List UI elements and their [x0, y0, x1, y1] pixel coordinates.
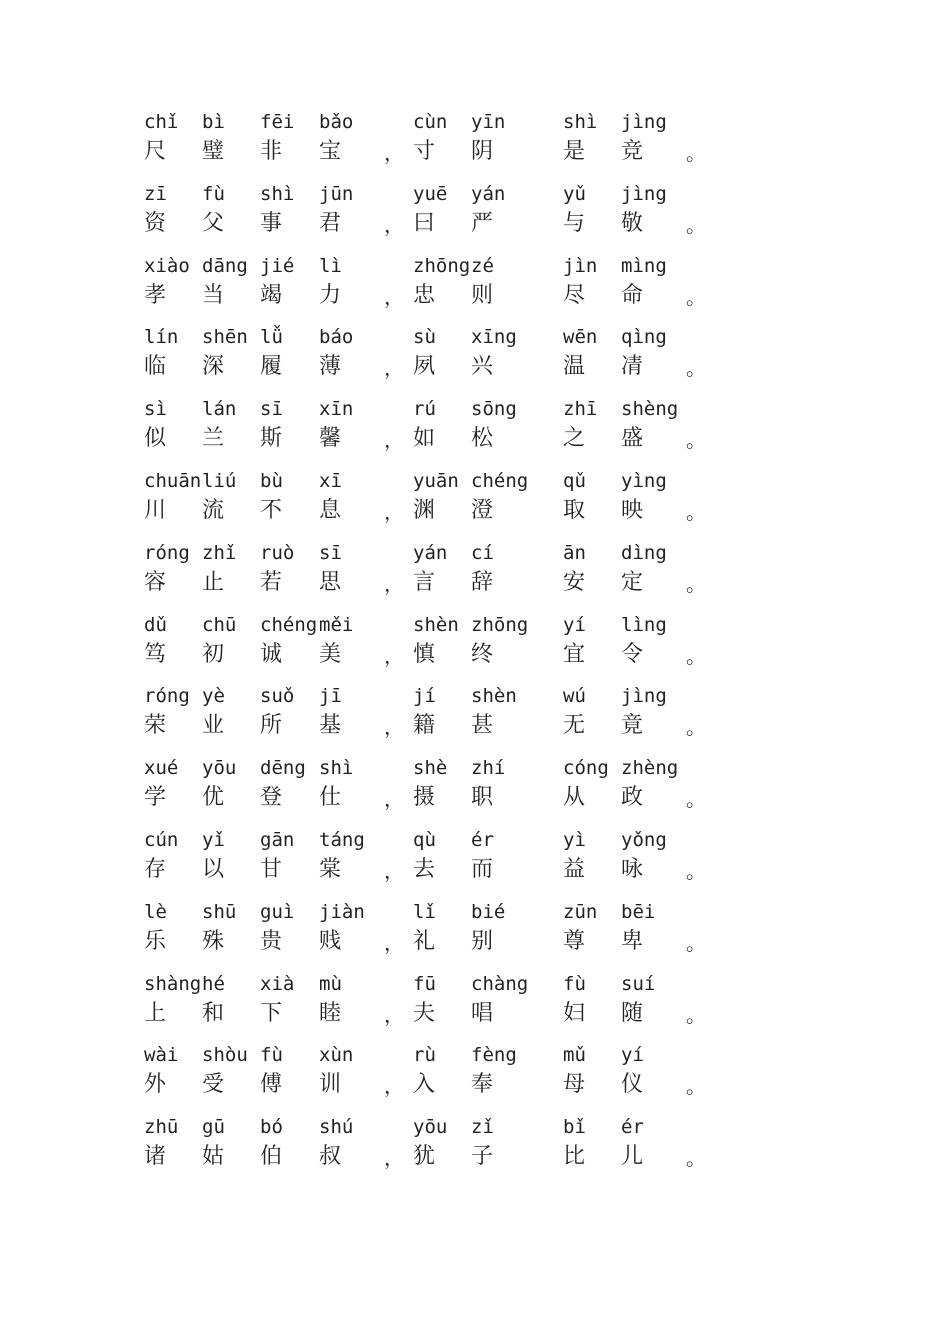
- hanzi-character: 儿: [621, 1144, 644, 1170]
- pinyin-syllable: zūn: [563, 900, 598, 923]
- pinyin-syllable: táng: [319, 829, 365, 851]
- hanzi-character: 卑: [621, 928, 644, 954]
- hanzi-character: 取: [563, 498, 586, 523]
- pinyin-syllable: dìng: [621, 541, 667, 564]
- hanzi-character: 与: [563, 210, 586, 236]
- period-mark: 。: [686, 930, 706, 955]
- pinyin-syllable: dāng: [202, 254, 248, 277]
- pinyin-syllable: zhōng: [471, 613, 529, 636]
- verse-line: [0, 613, 950, 688]
- hanzi-character: 夫: [413, 1000, 436, 1026]
- pinyin-syllable: xiào: [144, 254, 190, 277]
- pinyin-syllable: ān: [563, 541, 586, 564]
- pinyin-syllable: qù: [413, 829, 436, 851]
- comma-mark: ，: [384, 859, 404, 883]
- hanzi-character: 则: [471, 282, 494, 308]
- hanzi-character: 之: [563, 426, 586, 452]
- verse-line: [0, 328, 950, 400]
- hanzi-character: 资: [144, 210, 167, 236]
- hanzi-character: 终: [471, 641, 494, 667]
- pinyin-syllable: jìng: [621, 182, 667, 205]
- comma-mark: ，: [384, 141, 404, 165]
- hanzi-character: 严: [471, 210, 494, 236]
- hanzi-character: 基: [319, 713, 342, 739]
- pinyin-syllable: yīn: [471, 111, 506, 133]
- pinyin-syllable: shèn: [471, 685, 517, 708]
- hanzi-character: 令: [621, 641, 644, 667]
- hanzi-character: 叔: [319, 1144, 342, 1170]
- hanzi-character: 仕: [319, 785, 342, 811]
- hanzi-character: 受: [202, 1072, 225, 1098]
- hanzi-character: 映: [621, 498, 644, 523]
- comma-mark: ，: [384, 212, 404, 237]
- pinyin-syllable: cún: [144, 829, 179, 851]
- hanzi-character: 止: [202, 569, 225, 595]
- hanzi-character: 贱: [319, 928, 342, 954]
- pinyin-syllable: jìng: [621, 111, 667, 133]
- hanzi-character: 以: [202, 857, 225, 882]
- pinyin-syllable: chàng: [471, 972, 529, 995]
- hanzi-character: 松: [471, 426, 494, 452]
- pinyin-syllable: zhī: [563, 398, 598, 421]
- hanzi-character: 下: [260, 1000, 283, 1026]
- hanzi-character: 渊: [413, 498, 436, 523]
- hanzi-character: 诸: [144, 1144, 167, 1170]
- hanzi-character: 竟: [621, 713, 644, 739]
- pinyin-syllable: shèn: [413, 613, 459, 636]
- pinyin-syllable: yán: [413, 541, 448, 564]
- pinyin-syllable: bó: [260, 1116, 283, 1139]
- hanzi-character: 若: [260, 569, 283, 595]
- pinyin-syllable: sù: [413, 326, 436, 349]
- period-mark: 。: [686, 643, 706, 668]
- hanzi-character: 尽: [563, 282, 586, 308]
- pinyin-syllable: guì: [260, 900, 295, 923]
- hanzi-character: 优: [202, 785, 225, 811]
- hanzi-character: 澄: [471, 498, 494, 523]
- comma-mark: ，: [384, 1074, 404, 1099]
- pinyin-syllable: lè: [144, 900, 167, 923]
- pinyin-syllable: jūn: [319, 182, 354, 205]
- pinyin-syllable: chéng: [260, 613, 318, 636]
- pinyin-syllable: yí: [563, 613, 586, 636]
- hanzi-character: 定: [621, 569, 644, 595]
- pinyin-syllable: lǐ: [413, 900, 436, 923]
- pinyin-syllable: cóng: [563, 757, 609, 780]
- pinyin-syllable: ér: [471, 829, 494, 851]
- comma-mark: ，: [384, 1146, 404, 1171]
- pinyin-syllable: xià: [260, 972, 295, 995]
- pinyin-syllable: bié: [471, 900, 506, 923]
- hanzi-character: 似: [144, 426, 167, 452]
- hanzi-character: 乐: [144, 928, 167, 954]
- pinyin-syllable: xī: [319, 470, 342, 492]
- pinyin-syllable: sōng: [471, 398, 517, 421]
- comma-mark: ，: [384, 284, 404, 309]
- pinyin-syllable: hé: [202, 972, 225, 995]
- verse-line: [0, 1118, 950, 1190]
- pinyin-syllable: gū: [202, 1116, 225, 1139]
- period-mark: 。: [686, 571, 706, 596]
- hanzi-character: 深: [202, 354, 225, 380]
- hanzi-character: 如: [413, 426, 436, 452]
- hanzi-character: 甘: [260, 857, 283, 882]
- comma-mark: ，: [384, 930, 404, 955]
- hanzi-character: 宜: [563, 641, 586, 667]
- pinyin-syllable: jiàn: [319, 900, 365, 923]
- pinyin-syllable: bǐ: [563, 1116, 586, 1139]
- pinyin-syllable: shēn: [202, 326, 248, 349]
- pinyin-syllable: zhèng: [621, 757, 679, 780]
- verse-line: [0, 831, 950, 903]
- period-mark: 。: [686, 1002, 706, 1027]
- pinyin-syllable: ér: [621, 1116, 644, 1139]
- pinyin-syllable: gān: [260, 829, 295, 851]
- pinyin-syllable: báo: [319, 326, 354, 349]
- period-mark: 。: [686, 500, 706, 524]
- verse-line: [0, 1046, 950, 1118]
- hanzi-character: 业: [202, 713, 225, 739]
- comma-mark: ，: [384, 428, 404, 453]
- period-mark: 。: [686, 1074, 706, 1099]
- hanzi-character: 所: [260, 713, 283, 739]
- hanzi-character: 温: [563, 354, 586, 380]
- pinyin-syllable: bēi: [621, 900, 656, 923]
- pinyin-syllable: wú: [563, 685, 586, 708]
- pinyin-syllable: shì: [563, 111, 598, 133]
- pinyin-syllable: yìng: [621, 470, 667, 492]
- hanzi-character: 盛: [621, 426, 644, 452]
- pinyin-syllable: wài: [144, 1044, 179, 1067]
- pinyin-syllable: xué: [144, 757, 179, 780]
- hanzi-character: 甚: [471, 713, 494, 739]
- hanzi-character: 薄: [319, 354, 342, 380]
- period-mark: 。: [686, 212, 706, 237]
- hanzi-character: 馨: [319, 426, 342, 452]
- pinyin-syllable: bù: [260, 470, 283, 492]
- hanzi-character: 犹: [413, 1144, 436, 1170]
- hanzi-character: 仪: [621, 1072, 644, 1098]
- period-mark: 。: [686, 428, 706, 453]
- comma-mark: ，: [384, 643, 404, 668]
- hanzi-character: 去: [413, 857, 436, 882]
- hanzi-character: 母: [563, 1072, 586, 1098]
- pinyin-syllable: róng: [144, 541, 190, 564]
- hanzi-character: 子: [471, 1144, 494, 1170]
- pinyin-syllable: zhǐ: [202, 541, 237, 564]
- pinyin-syllable: jī: [319, 685, 342, 708]
- pinyin-syllable: shàng: [144, 972, 202, 995]
- pinyin-syllable: sī: [260, 398, 283, 421]
- pinyin-syllable: yuān: [413, 470, 459, 492]
- pinyin-syllable: chuān: [144, 470, 202, 492]
- hanzi-character: 临: [144, 354, 167, 380]
- hanzi-character: 贵: [260, 928, 283, 954]
- pinyin-syllable: yǐ: [202, 829, 225, 851]
- comma-mark: ，: [384, 571, 404, 596]
- pinyin-syllable: dēng: [260, 757, 306, 780]
- pinyin-syllable: lì: [319, 254, 342, 277]
- pinyin-syllable: yì: [563, 829, 586, 851]
- hanzi-character: 伯: [260, 1144, 283, 1170]
- pinyin-syllable: xīng: [471, 326, 517, 349]
- verse-line: [0, 900, 950, 975]
- hanzi-character: 诚: [260, 641, 283, 667]
- hanzi-character: 辞: [471, 569, 494, 595]
- hanzi-character: 学: [144, 785, 167, 811]
- hanzi-character: 阴: [471, 139, 494, 164]
- verse-line: [0, 400, 950, 472]
- pinyin-syllable: yuē: [413, 182, 448, 205]
- pinyin-syllable: fū: [413, 972, 436, 995]
- hanzi-character: 事: [260, 210, 283, 236]
- verse-line: [0, 972, 950, 1047]
- pinyin-syllable: yōu: [413, 1116, 448, 1139]
- comma-mark: ，: [384, 1002, 404, 1027]
- hanzi-character: 容: [144, 569, 167, 595]
- verse-line: [0, 182, 950, 257]
- period-mark: 。: [686, 356, 706, 381]
- hanzi-character: 比: [563, 1144, 586, 1170]
- hanzi-character: 姑: [202, 1144, 225, 1170]
- pinyin-syllable: chéng: [471, 470, 529, 492]
- hanzi-character: 外: [144, 1072, 167, 1098]
- pinyin-syllable: jí: [413, 685, 436, 708]
- pinyin-syllable: mìng: [621, 254, 667, 277]
- hanzi-character: 曰: [413, 210, 436, 236]
- pinyin-syllable: fù: [202, 182, 225, 205]
- pinyin-syllable: cí: [471, 541, 494, 564]
- hanzi-character: 训: [319, 1072, 342, 1098]
- hanzi-character: 寸: [413, 139, 436, 164]
- hanzi-character: 夙: [413, 354, 436, 380]
- pinyin-syllable: ruò: [260, 541, 295, 564]
- verse-line: [0, 472, 950, 544]
- pinyin-syllable: lìng: [621, 613, 667, 636]
- hanzi-character: 存: [144, 857, 167, 882]
- pinyin-syllable: zī: [144, 182, 167, 205]
- hanzi-character: 不: [260, 498, 283, 523]
- verse-line: [0, 113, 950, 185]
- hanzi-character: 慎: [413, 641, 436, 667]
- pinyin-syllable: mǔ: [563, 1044, 586, 1067]
- pinyin-syllable: fù: [563, 972, 586, 995]
- pinyin-syllable: suí: [621, 972, 656, 995]
- pinyin-syllable: yōu: [202, 757, 237, 780]
- pinyin-syllable: suǒ: [260, 685, 295, 708]
- hanzi-character: 睦: [319, 1000, 342, 1026]
- hanzi-character: 随: [621, 1000, 644, 1026]
- pinyin-syllable: lán: [202, 398, 237, 421]
- hanzi-character: 摄: [413, 785, 436, 811]
- pinyin-syllable: bǎo: [319, 111, 354, 133]
- pinyin-syllable: liú: [202, 470, 237, 492]
- hanzi-character: 初: [202, 641, 225, 667]
- hanzi-character: 籍: [413, 713, 436, 739]
- pinyin-syllable: chū: [202, 613, 237, 636]
- hanzi-character: 傅: [260, 1072, 283, 1098]
- hanzi-character: 命: [621, 282, 644, 308]
- hanzi-character: 荣: [144, 713, 167, 739]
- pinyin-syllable: zhū: [144, 1116, 179, 1139]
- pinyin-syllable: sì: [144, 398, 167, 421]
- period-mark: 。: [686, 859, 706, 883]
- hanzi-character: 川: [144, 498, 167, 523]
- hanzi-character: 无: [563, 713, 586, 739]
- hanzi-character: 咏: [621, 857, 644, 882]
- verse-line: [0, 541, 950, 616]
- hanzi-character: 礼: [413, 928, 436, 954]
- hanzi-character: 宝: [319, 139, 342, 164]
- pinyin-syllable: dǔ: [144, 613, 167, 636]
- pinyin-syllable: qìng: [621, 326, 667, 349]
- hanzi-character: 和: [202, 1000, 225, 1026]
- hanzi-character: 从: [563, 785, 586, 811]
- hanzi-character: 忠: [413, 282, 436, 308]
- verse-line: [0, 254, 950, 329]
- pinyin-syllable: wēn: [563, 326, 598, 349]
- pinyin-syllable: fù: [260, 1044, 283, 1067]
- hanzi-character: 妇: [563, 1000, 586, 1026]
- pinyin-syllable: lǚ: [260, 326, 283, 349]
- period-mark: 。: [686, 787, 706, 812]
- pinyin-syllable: xīn: [319, 398, 354, 421]
- hanzi-character: 流: [202, 498, 225, 523]
- hanzi-character: 璧: [202, 139, 225, 164]
- pinyin-syllable: jìng: [621, 685, 667, 708]
- pinyin-syllable: zhōng: [413, 254, 471, 277]
- pinyin-syllable: fèng: [471, 1044, 517, 1067]
- pinyin-syllable: yí: [621, 1044, 644, 1067]
- hanzi-character: 美: [319, 641, 342, 667]
- pinyin-syllable: qǔ: [563, 470, 586, 492]
- pinyin-syllable: zé: [471, 254, 494, 277]
- hanzi-character: 思: [319, 569, 342, 595]
- comma-mark: ，: [384, 356, 404, 381]
- period-mark: 。: [686, 715, 706, 740]
- hanzi-character: 凊: [621, 354, 644, 380]
- hanzi-character: 棠: [319, 857, 342, 882]
- hanzi-character: 斯: [260, 426, 283, 452]
- period-mark: 。: [686, 141, 706, 165]
- pinyin-syllable: jìn: [563, 254, 598, 277]
- hanzi-character: 而: [471, 857, 494, 882]
- period-mark: 。: [686, 1146, 706, 1171]
- comma-mark: ，: [384, 715, 404, 740]
- pinyin-syllable: shè: [413, 757, 448, 780]
- hanzi-character: 敬: [621, 210, 644, 236]
- pinyin-syllable: sī: [319, 541, 342, 564]
- pinyin-syllable: shū: [202, 900, 237, 923]
- pinyin-syllable: yǔ: [563, 182, 586, 205]
- hanzi-character: 兴: [471, 354, 494, 380]
- hanzi-character: 唱: [471, 1000, 494, 1026]
- hanzi-character: 别: [471, 928, 494, 954]
- pinyin-syllable: lín: [144, 326, 179, 349]
- hanzi-character: 殊: [202, 928, 225, 954]
- pinyin-syllable: rù: [413, 1044, 436, 1067]
- pinyin-syllable: cùn: [413, 111, 448, 133]
- hanzi-character: 奉: [471, 1072, 494, 1098]
- pinyin-syllable: róng: [144, 685, 190, 708]
- pinyin-syllable: zǐ: [471, 1116, 494, 1139]
- hanzi-character: 上: [144, 1000, 167, 1026]
- hanzi-character: 安: [563, 569, 586, 595]
- hanzi-character: 笃: [144, 641, 167, 667]
- pinyin-syllable: yè: [202, 685, 225, 708]
- pinyin-syllable: xùn: [319, 1044, 354, 1067]
- hanzi-character: 君: [319, 210, 342, 236]
- pinyin-syllable: fēi: [260, 111, 295, 133]
- hanzi-character: 力: [319, 282, 342, 308]
- period-mark: 。: [686, 284, 706, 309]
- hanzi-character: 入: [413, 1072, 436, 1098]
- hanzi-character: 职: [471, 785, 494, 811]
- verse-line: [0, 687, 950, 759]
- pinyin-syllable: chǐ: [144, 111, 179, 133]
- pinyin-syllable: rú: [413, 398, 436, 421]
- hanzi-character: 言: [413, 569, 436, 595]
- pinyin-syllable: měi: [319, 613, 354, 636]
- pinyin-syllable: shì: [260, 182, 295, 205]
- hanzi-character: 兰: [202, 426, 225, 452]
- hanzi-character: 孝: [144, 282, 167, 308]
- hanzi-character: 履: [260, 354, 283, 380]
- hanzi-character: 是: [563, 139, 586, 164]
- comma-mark: ，: [384, 787, 404, 812]
- verse-line: [0, 759, 950, 831]
- pinyin-syllable: bì: [202, 111, 225, 133]
- pinyin-syllable: yǒng: [621, 829, 667, 851]
- pinyin-syllable: jié: [260, 254, 295, 277]
- hanzi-character: 竞: [621, 139, 644, 164]
- hanzi-character: 尺: [144, 139, 167, 164]
- hanzi-character: 竭: [260, 282, 283, 308]
- pinyin-syllable: shòu: [202, 1044, 248, 1067]
- pinyin-syllable: mù: [319, 972, 342, 995]
- hanzi-character: 父: [202, 210, 225, 236]
- hanzi-character: 政: [621, 785, 644, 811]
- pinyin-syllable: zhí: [471, 757, 506, 780]
- pinyin-syllable: yán: [471, 182, 506, 205]
- comma-mark: ，: [384, 500, 404, 524]
- pinyin-syllable: shèng: [621, 398, 679, 421]
- hanzi-character: 息: [319, 498, 342, 523]
- pinyin-syllable: shú: [319, 1116, 354, 1139]
- hanzi-character: 当: [202, 282, 225, 308]
- pinyin-syllable: shì: [319, 757, 354, 780]
- hanzi-character: 尊: [563, 928, 586, 954]
- hanzi-character: 益: [563, 857, 586, 882]
- hanzi-character: 非: [260, 139, 283, 164]
- hanzi-character: 登: [260, 785, 283, 811]
